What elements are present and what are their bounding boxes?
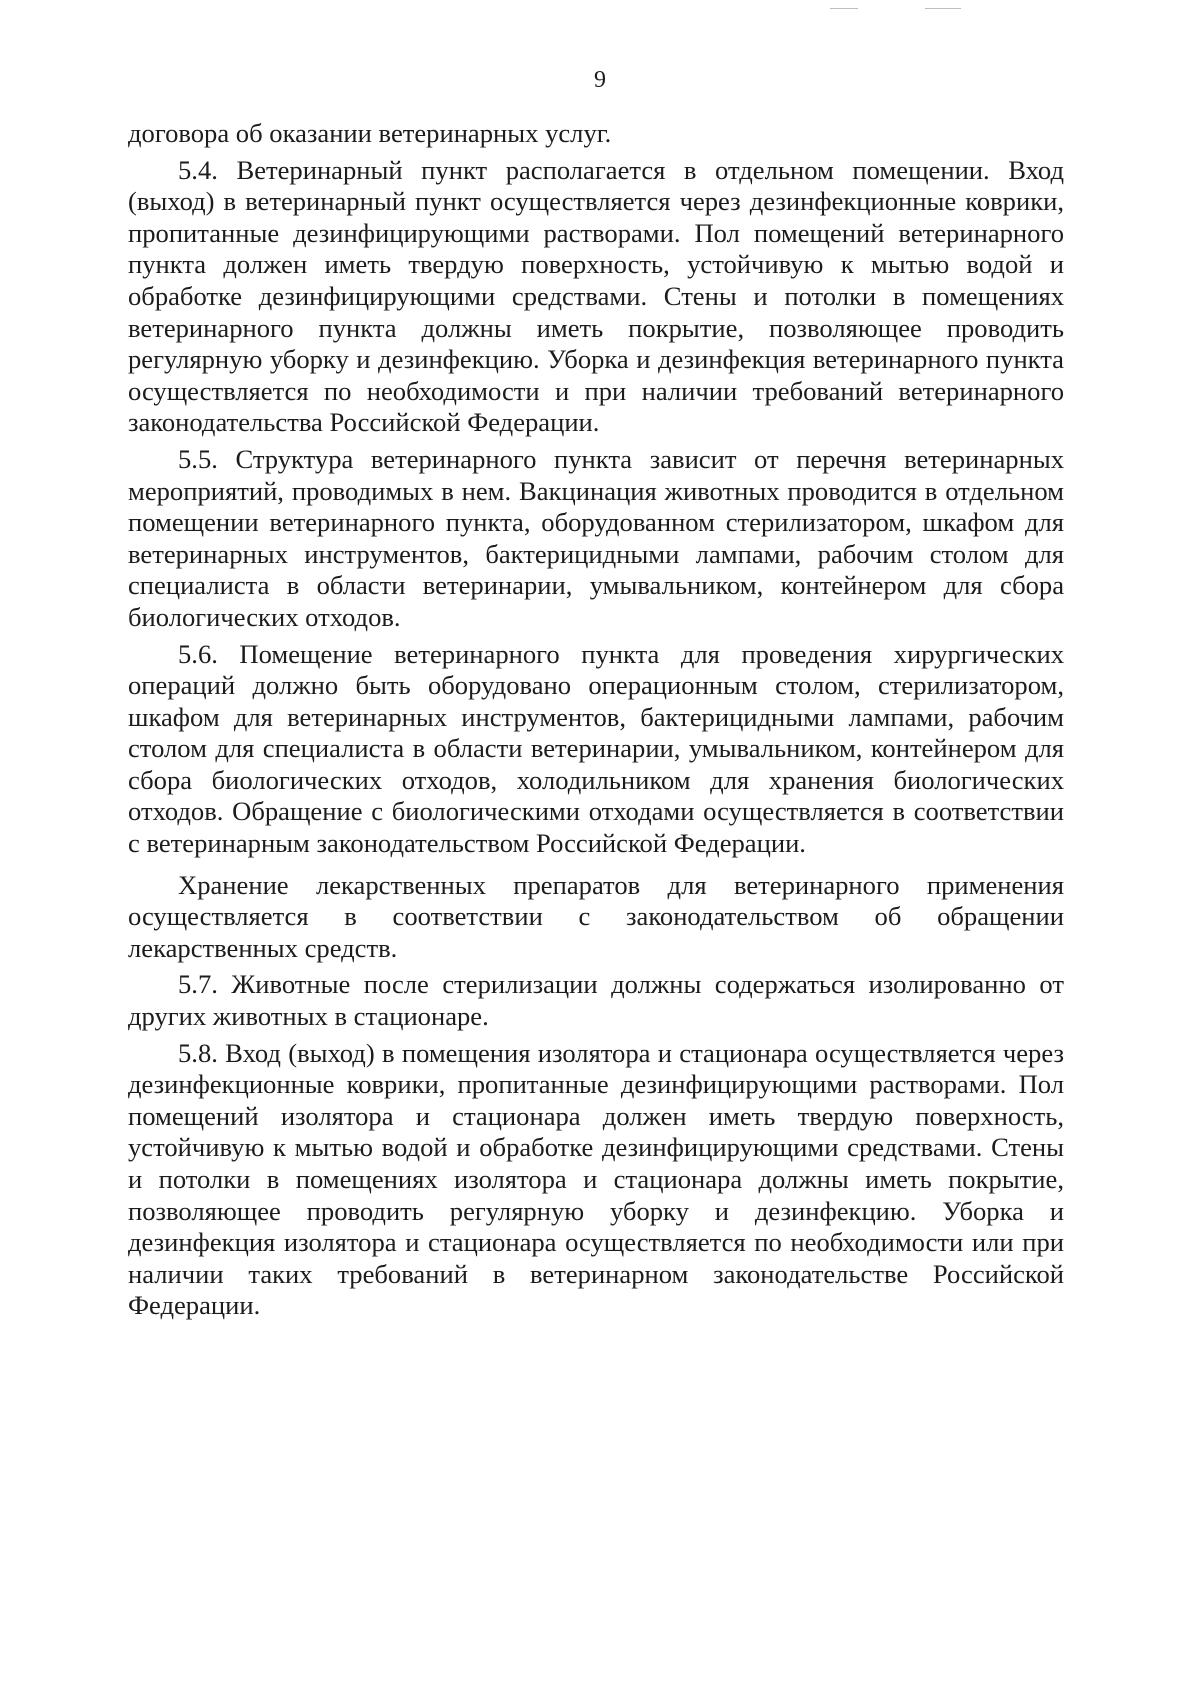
scan-artifact-line [830,8,858,9]
paragraph-medicine-storage: Хранение лекарственных препаратов для ветеринарного применения осуществляется в соответствии с законодательством об обращении лекарственных средств. [128,869,1064,963]
paragraph-continuation: договора об оказании ветеринарных услуг. [128,118,612,148]
paragraph-5-4: 5.4. Ветеринарный пункт располагается в отдельном помещении. Вход (выход) в ветеринарный пункт осуществляется через дезинфекционные коврики, пропитанные дезинфицирующими растворами. Пол помещений ветеринарного пункта должен иметь твердую поверхность, устойчивую к мытью водой и обработке дезинфицирующими средствами. Стены и потолки в помещениях ветеринарного пункта должны иметь покрытие, позволяющее проводить регулярную уборку и дезинфекцию. Уборка и дезинфекция ветеринарного пункта осуществляется по необходимости и при наличии требований ветеринарного законодательства Российской Федерации. [128,154,1064,438]
paragraph-5-6: 5.6. Помещение ветеринарного пункта для проведения хирургических операций должно быть оборудовано операционным столом, стерилизатором, шкафом для ветеринарных инструментов, бактерицидными лампами, рабочим столом для специалиста в области ветеринарии, умывальником, контейнером для сбора биологических отходов, холодильником для хранения биологических отходов. Обращение с биологическими отходами осуществляется в соответствии с ветеринарным законодательством Российской Федерации. [128,638,1064,859]
paragraph-5-7: 5.7. Животные после стерилизации должны содержаться изолированно от других животных в стационаре. [128,969,1064,1032]
paragraph-5-8: 5.8. Вход (выход) в помещения изолятора и стационара осуществляется через дезинфекционные коврики, пропитанные дезинфицирующими растворами. Пол помещений изолятора и стационара должен иметь твердую поверхность, устойчивую к мытью водой и обработке дезинфицирующими средствами. Стены и потолки в помещениях изолятора и стационара должны иметь покрытие, позволяющее проводить регулярную уборку и дезинфекцию. Уборка и дезинфекция изолятора и стационара осуществляется по необходимости или при наличии таких требований в ветеринарном законодательстве Российской Федерации. [128,1037,1064,1321]
scan-artifact-line [925,8,961,9]
paragraph-5-5: 5.5. Структура ветеринарного пункта зависит от перечня ветеринарных мероприятий, проводимых в нем. Вакцинация животных проводится в отдельном помещении ветеринарного пункта, оборудованном стерилизатором, шкафом для ветеринарных инструментов, бактерицидными лампами, рабочим столом для специалиста в области ветеринарии, умывальником, контейнером для сбора биологических отходов. [128,443,1064,632]
document-body [128,118,1064,1327]
page-number: 9 [594,67,606,93]
